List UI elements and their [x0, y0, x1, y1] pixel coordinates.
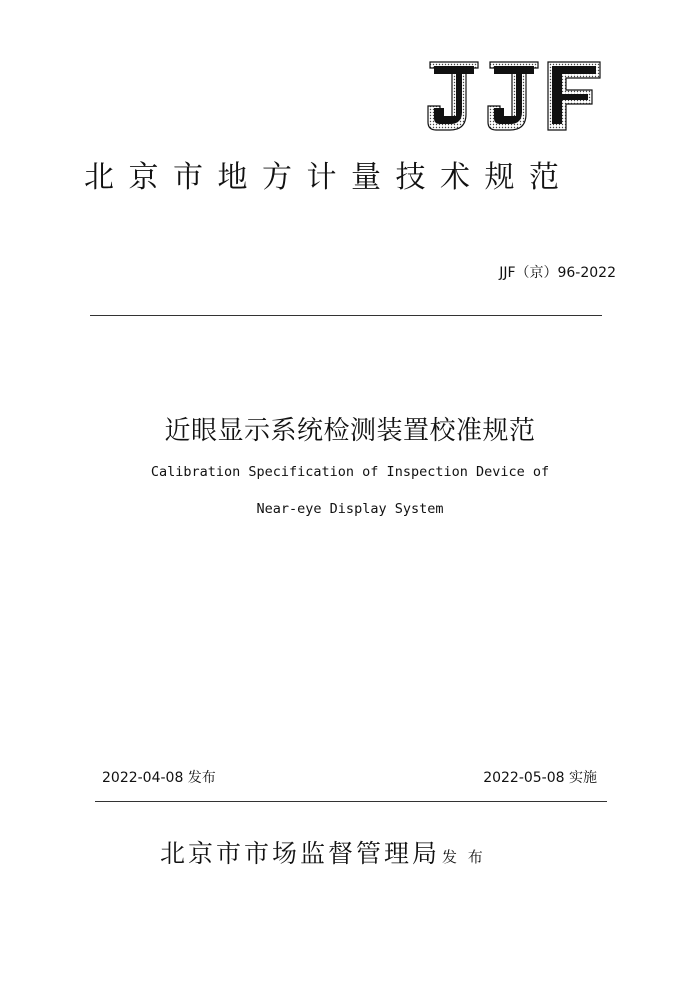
bottom-divider — [95, 801, 607, 802]
top-divider — [90, 315, 602, 316]
issuer-block — [160, 834, 486, 870]
document-title-english-line2: Near-eye Display System — [256, 501, 444, 517]
issuer-suffix: 发 布 — [442, 848, 486, 866]
document-title-chinese: 近眼显示系统检测装置校准规范 — [164, 416, 536, 446]
jjf-logo-icon — [426, 60, 602, 134]
document-title-english-line1: Calibration Specification of Inspection Device of — [150, 464, 550, 480]
implementation-date: 2022-05-08 实施 — [483, 770, 597, 786]
document-number: JJF（京）96-2022 — [499, 265, 616, 281]
series-title: 北京市地方计量技术规范 — [84, 160, 574, 195]
issuer-name: 北京市市场监督管理局 — [160, 839, 441, 868]
issue-date: 2022-04-08 发布 — [102, 770, 216, 786]
